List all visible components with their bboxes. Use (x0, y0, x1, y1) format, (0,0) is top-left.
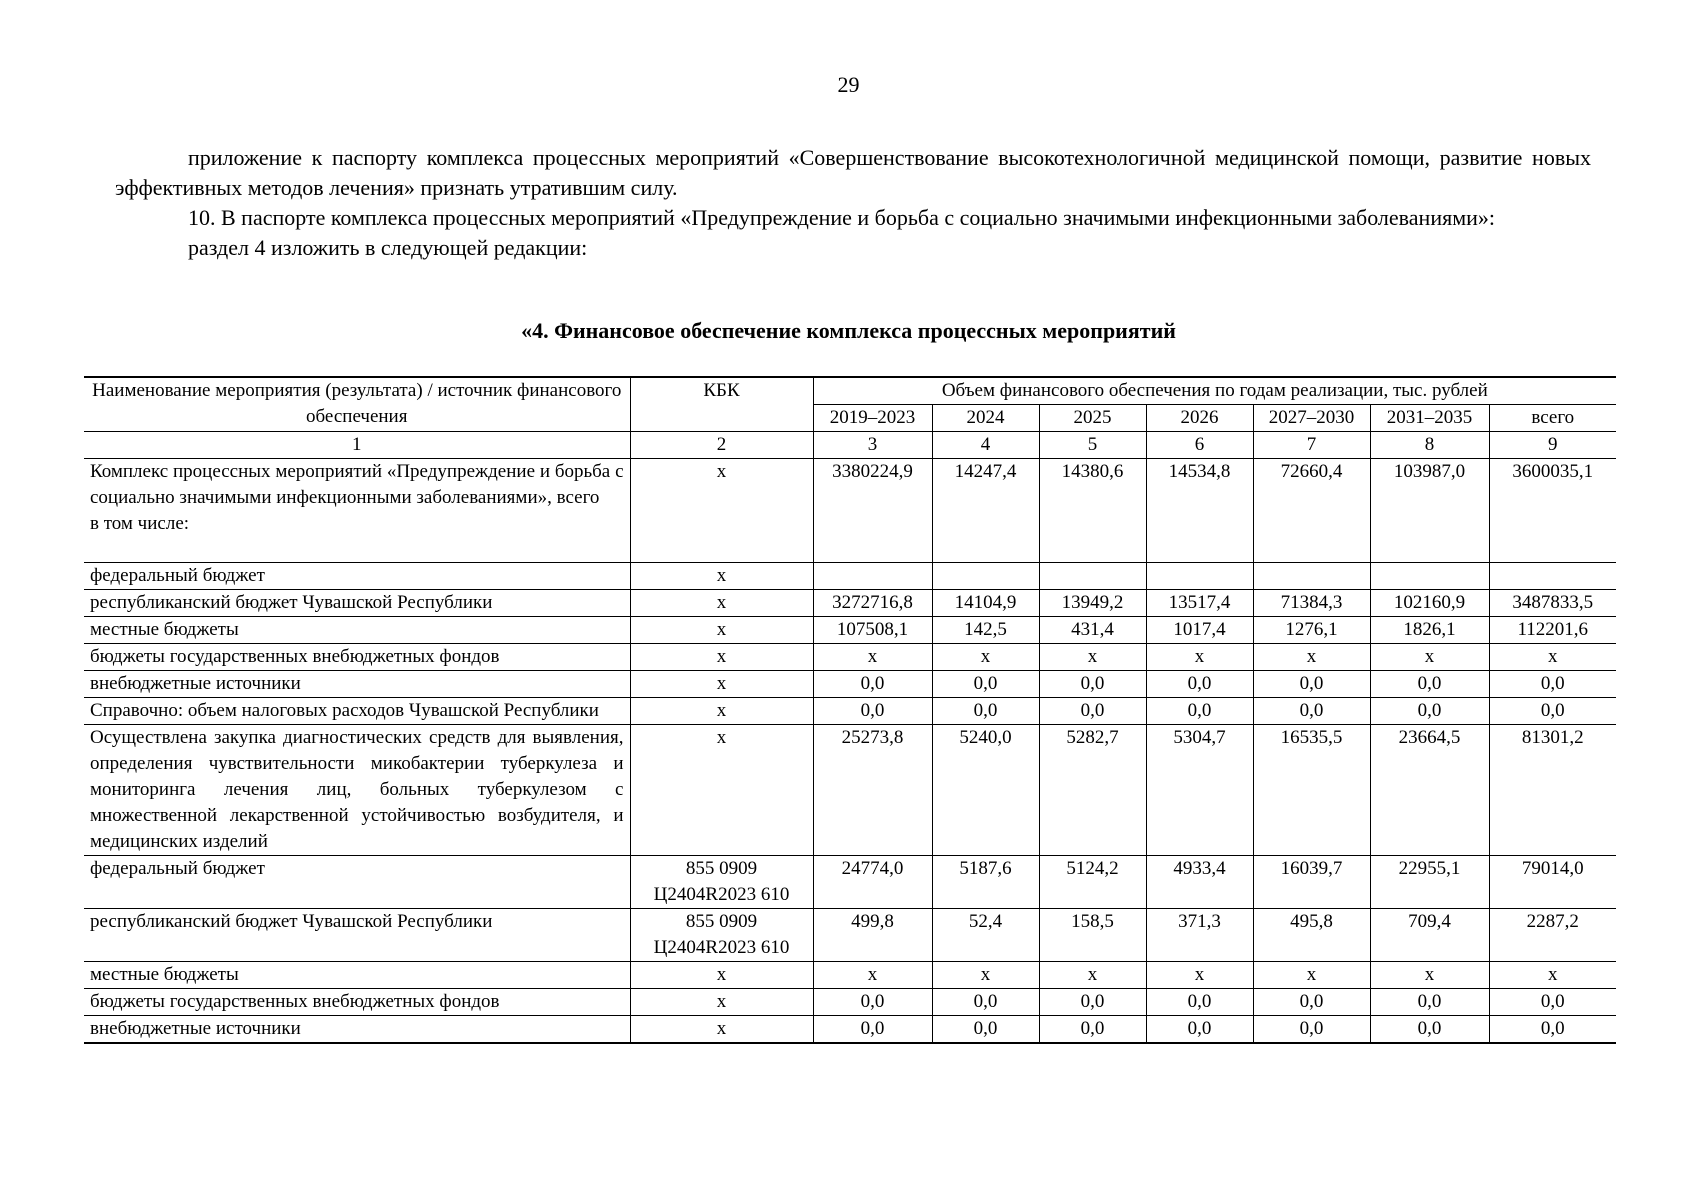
header-total: всего (1489, 405, 1616, 432)
cell-value: x (1146, 644, 1253, 671)
cell-value: 709,4 (1370, 909, 1489, 962)
cell-value: x (1489, 962, 1616, 989)
cell-value: 24774,0 (813, 856, 932, 909)
cell-value: 499,8 (813, 909, 932, 962)
cell-value: 16039,7 (1253, 856, 1370, 909)
row-name-text: Комплекс процессных мероприятий «Предупреждение и борьба с социально значимыми инфекционными заболеваниями», всего (90, 461, 624, 508)
header-year: 2024 (932, 405, 1039, 432)
cell-value: 0,0 (1370, 1016, 1489, 1044)
cell-value: 102160,9 (1370, 590, 1489, 617)
paragraph: 10. В паспорте комплекса процессных мероприятий «Предупреждение и борьба с социально значимыми инфекционными заболеваниями»: (188, 205, 1496, 230)
cell-value: 0,0 (1039, 1016, 1146, 1044)
cell-value: x (1253, 962, 1370, 989)
row-kbk: x (630, 989, 813, 1016)
cell-value: 0,0 (813, 671, 932, 698)
cell-value: 5124,2 (1039, 856, 1146, 909)
cell-value: 23664,5 (1370, 725, 1489, 856)
cell-value (813, 563, 932, 590)
row-subtitle: в том числе: (90, 513, 190, 534)
row-name: Осуществлена закупка диагностических средств для выявления, определения чувствительности микобактерии туберкулеза и мониторинга лечения лиц, больных туберкулезом с множественной лекарственной устойчивостью возбудителя, и медицинских изделий (84, 725, 630, 856)
column-number: 1 (84, 432, 630, 459)
page-number: 29 (837, 72, 860, 97)
cell-value: x (1253, 644, 1370, 671)
cell-value: 0,0 (1489, 671, 1616, 698)
cell-value (932, 563, 1039, 590)
cell-value: 0,0 (1253, 671, 1370, 698)
cell-value: x (1370, 644, 1489, 671)
cell-value: 0,0 (932, 989, 1039, 1016)
cell-value: x (813, 644, 932, 671)
cell-value: 3272716,8 (813, 590, 932, 617)
cell-value: 0,0 (1146, 1016, 1253, 1044)
column-number: 3 (813, 432, 932, 459)
cell-value (1253, 563, 1370, 590)
cell-value (1039, 563, 1146, 590)
cell-value: 0,0 (1253, 1016, 1370, 1044)
cell-value: 0,0 (1039, 989, 1146, 1016)
cell-value (1146, 563, 1253, 590)
cell-value: 14247,4 (932, 459, 1039, 563)
cell-value: 0,0 (1489, 1016, 1616, 1044)
cell-value: 0,0 (1489, 989, 1616, 1016)
cell-value: x (1039, 962, 1146, 989)
cell-value: 0,0 (1146, 698, 1253, 725)
cell-value: 52,4 (932, 909, 1039, 962)
row-kbk: x (630, 563, 813, 590)
cell-value: 79014,0 (1489, 856, 1616, 909)
cell-value: 13517,4 (1146, 590, 1253, 617)
cell-value (1370, 563, 1489, 590)
cell-value: x (1146, 962, 1253, 989)
cell-value: x (1039, 644, 1146, 671)
cell-value: 431,4 (1039, 617, 1146, 644)
cell-value: 81301,2 (1489, 725, 1616, 856)
column-number: 9 (1489, 432, 1616, 459)
cell-value: 1276,1 (1253, 617, 1370, 644)
column-number: 5 (1039, 432, 1146, 459)
row-kbk: 855 0909 Ц2404R2023 610 (630, 856, 813, 909)
row-kbk: x (630, 617, 813, 644)
cell-value: 0,0 (1146, 671, 1253, 698)
cell-value: 0,0 (932, 671, 1039, 698)
cell-value: 5187,6 (932, 856, 1039, 909)
cell-value: 25273,8 (813, 725, 932, 856)
header-year: 2026 (1146, 405, 1253, 432)
financing-table (84, 376, 1616, 1044)
header-kbk: КБК (630, 377, 813, 432)
cell-value: 0,0 (1370, 989, 1489, 1016)
cell-value: 0,0 (932, 698, 1039, 725)
cell-value: 158,5 (1039, 909, 1146, 962)
row-name: местные бюджеты (84, 962, 630, 989)
cell-value: 142,5 (932, 617, 1039, 644)
row-kbk: x (630, 1016, 813, 1044)
cell-value: 0,0 (932, 1016, 1039, 1044)
section-title: «4. Финансовое обеспечение комплекса процессных мероприятий (521, 318, 1176, 343)
table-row (84, 459, 1616, 563)
header-year: 2027–2030 (1253, 405, 1370, 432)
row-kbk: x (630, 725, 813, 856)
cell-value: 14534,8 (1146, 459, 1253, 563)
table-row (84, 671, 1616, 698)
cell-value: 1017,4 (1146, 617, 1253, 644)
cell-value: 0,0 (813, 989, 932, 1016)
row-kbk: x (630, 671, 813, 698)
row-kbk: x (630, 962, 813, 989)
cell-value: 103987,0 (1370, 459, 1489, 563)
row-name: республиканский бюджет Чувашской Республики (84, 590, 630, 617)
row-kbk: 855 0909 Ц2404R2023 610 (630, 909, 813, 962)
body-text (115, 143, 1591, 263)
cell-value: 0,0 (1253, 989, 1370, 1016)
cell-value: 0,0 (1489, 698, 1616, 725)
cell-value: 14380,6 (1039, 459, 1146, 563)
table-row (84, 644, 1616, 671)
column-number: 4 (932, 432, 1039, 459)
cell-value (1489, 563, 1616, 590)
cell-value: 5304,7 (1146, 725, 1253, 856)
cell-value: x (1370, 962, 1489, 989)
cell-value: 14104,9 (932, 590, 1039, 617)
cell-value: 72660,4 (1253, 459, 1370, 563)
cell-value: 0,0 (1253, 698, 1370, 725)
cell-value: 5282,7 (1039, 725, 1146, 856)
header-name: Наименование мероприятия (результата) / источник финансового обеспечения (84, 377, 630, 432)
table-row (84, 1016, 1616, 1044)
cell-value: 13949,2 (1039, 590, 1146, 617)
cell-value: 2287,2 (1489, 909, 1616, 962)
cell-value: 0,0 (1370, 671, 1489, 698)
cell-value: x (932, 962, 1039, 989)
cell-value: x (813, 962, 932, 989)
table-row (84, 989, 1616, 1016)
cell-value: 371,3 (1146, 909, 1253, 962)
table-row (84, 909, 1616, 962)
cell-value: 107508,1 (813, 617, 932, 644)
table-row (84, 563, 1616, 590)
column-number: 8 (1370, 432, 1489, 459)
row-name: республиканский бюджет Чувашской Республики (84, 909, 630, 962)
table-row (84, 590, 1616, 617)
table-row (84, 856, 1616, 909)
cell-value: x (1489, 644, 1616, 671)
cell-value: 16535,5 (1253, 725, 1370, 856)
row-kbk: x (630, 590, 813, 617)
row-name: федеральный бюджет (84, 563, 630, 590)
cell-value: 71384,3 (1253, 590, 1370, 617)
header-year: 2019–2023 (813, 405, 932, 432)
table-row (84, 617, 1616, 644)
cell-value: 495,8 (1253, 909, 1370, 962)
cell-value: 4933,4 (1146, 856, 1253, 909)
row-kbk: x (630, 644, 813, 671)
cell-value: 22955,1 (1370, 856, 1489, 909)
column-number: 2 (630, 432, 813, 459)
row-name: внебюджетные источники (84, 671, 630, 698)
header-year: 2031–2035 (1370, 405, 1489, 432)
cell-value: 5240,0 (932, 725, 1039, 856)
cell-value: x (932, 644, 1039, 671)
row-name (84, 459, 630, 563)
cell-value: 0,0 (813, 1016, 932, 1044)
cell-value: 0,0 (813, 698, 932, 725)
table-row (84, 962, 1616, 989)
header-volume: Объем финансового обеспечения по годам реализации, тыс. рублей (813, 377, 1616, 405)
cell-value: 0,0 (1146, 989, 1253, 1016)
cell-value: 1826,1 (1370, 617, 1489, 644)
paragraph: приложение к паспорту комплекса процессных мероприятий «Совершенствование высокотехнологичной медицинской помощи, развитие новых эффективных методов лечения» признать утратившим силу. (115, 145, 1591, 200)
column-number: 7 (1253, 432, 1370, 459)
cell-value: 0,0 (1039, 671, 1146, 698)
header-year: 2025 (1039, 405, 1146, 432)
row-name: Справочно: объем налоговых расходов Чувашской Республики (84, 698, 630, 725)
row-name: бюджеты государственных внебюджетных фондов (84, 989, 630, 1016)
cell-value: 3600035,1 (1489, 459, 1616, 563)
table-row (84, 725, 1616, 856)
table-row (84, 698, 1616, 725)
cell-value: 3487833,5 (1489, 590, 1616, 617)
row-kbk: x (630, 698, 813, 725)
row-name: федеральный бюджет (84, 856, 630, 909)
row-name: местные бюджеты (84, 617, 630, 644)
cell-value: 3380224,9 (813, 459, 932, 563)
row-kbk: x (630, 459, 813, 563)
row-name: бюджеты государственных внебюджетных фондов (84, 644, 630, 671)
cell-value: 0,0 (1370, 698, 1489, 725)
column-number: 6 (1146, 432, 1253, 459)
cell-value: 112201,6 (1489, 617, 1616, 644)
row-name: внебюджетные источники (84, 1016, 630, 1044)
paragraph: раздел 4 изложить в следующей редакции: (188, 235, 588, 260)
cell-value: 0,0 (1039, 698, 1146, 725)
